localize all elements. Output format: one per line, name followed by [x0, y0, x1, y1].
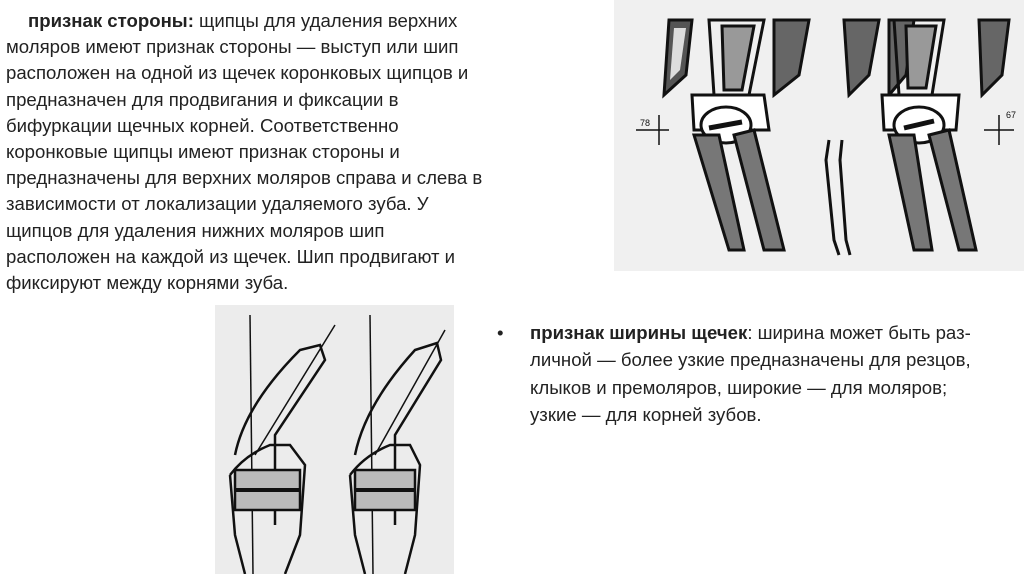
width-sign-line-1: признак ширины щечек: ширина может быть раз-	[530, 322, 971, 343]
figure-label-left: 78	[640, 118, 651, 128]
width-sign-line-2: личной — более узкие предназначены для резцов,	[530, 349, 971, 371]
side-sign-line-2: моляров имеют признак стороны — выступ или шип	[6, 36, 459, 58]
width-sign-paragraph	[497, 319, 1007, 428]
side-sign-line-4: предназначен для продвигания и фиксации в	[6, 88, 399, 110]
side-sign-term: признак стороны:	[28, 10, 194, 31]
side-sign-line-7: предназначены для верхних моляров справа и слева в	[6, 167, 483, 189]
side-sign-paragraph	[6, 8, 536, 296]
side-sign-line-6: коронковые щипцы имеют признак стороны и	[6, 141, 400, 163]
side-sign-line-1: признак стороны: щипцы для удаления верхних	[28, 10, 458, 31]
figure-label-right: 67	[1006, 110, 1017, 120]
width-sign-text	[530, 319, 1007, 428]
width-sign-line-3: клыков и премоляров, широкие — для моляров;	[530, 376, 948, 398]
side-sign-line-3: расположен на одной из щечек коронковых щипцов и	[6, 62, 469, 84]
forceps-width-figure	[215, 305, 454, 574]
side-sign-line-8: зависимости от локализации удаляемого зуба. У	[6, 193, 429, 215]
side-sign-line-5: бифуркации щечных корней. Соответственно	[6, 114, 399, 136]
width-sign-line-4: узкие — для корней зубов.	[530, 403, 762, 425]
width-sign-term: признак ширины щечек	[530, 322, 748, 343]
side-sign-line-10: расположен на каждой из щечек. Шип продвигают и	[6, 245, 456, 267]
side-sign-line-11: фиксируют между корнями зуба.	[6, 272, 289, 294]
bullet-icon: •	[497, 322, 504, 343]
forceps-side-figure	[614, 0, 1024, 271]
side-sign-line-9: щипцов для удаления нижних моляров шип	[6, 219, 385, 241]
